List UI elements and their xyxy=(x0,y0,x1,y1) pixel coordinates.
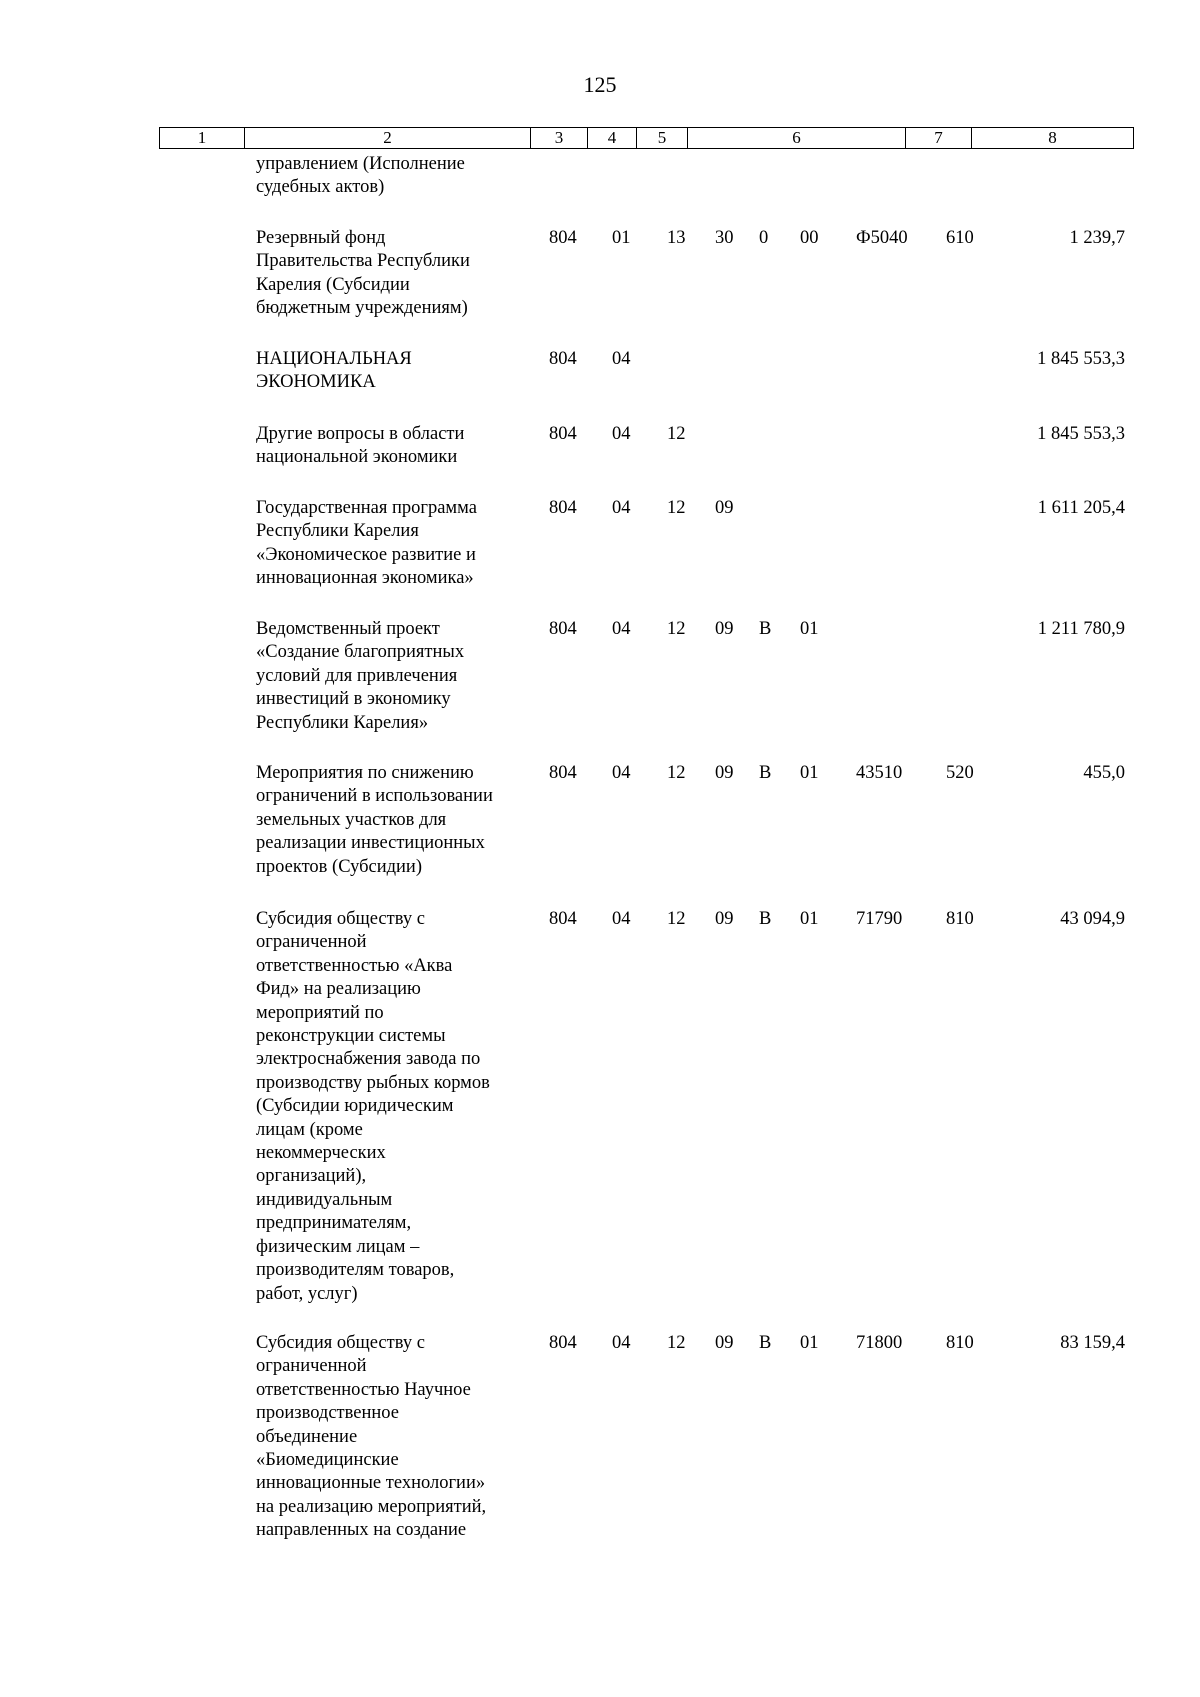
code-section: 04 xyxy=(612,763,631,783)
description-line: национальной экономики xyxy=(256,447,458,468)
description-line: производственное xyxy=(256,1403,399,1424)
code-program: 09 xyxy=(715,498,734,518)
description-line: Резервный фонд xyxy=(256,228,386,248)
amount: 1 239,7 xyxy=(1069,228,1125,248)
code-program-type: В xyxy=(759,763,772,783)
description-line: инвестиций в экономику xyxy=(256,689,451,710)
code-direction: 43510 xyxy=(856,763,903,783)
code-section: 04 xyxy=(612,1333,631,1353)
description-line: индивидуальным xyxy=(256,1189,393,1210)
code-program: 09 xyxy=(715,1333,734,1353)
header-col-6: 6 xyxy=(688,128,906,148)
amount: 455,0 xyxy=(1083,763,1125,783)
header-col-2: 2 xyxy=(245,128,531,148)
code-ministry: 804 xyxy=(549,909,577,929)
amount: 1 845 553,3 xyxy=(1037,424,1125,444)
description-line: ограниченной xyxy=(256,932,367,953)
code-subsection: 12 xyxy=(667,909,686,929)
description-line: направленных на создание xyxy=(256,1520,467,1541)
description-line: земельных участков для xyxy=(256,809,447,830)
description-line: бюджетным учреждениям) xyxy=(256,298,468,319)
code-direction: Ф5040 xyxy=(856,228,908,248)
description-line: лицам (кроме xyxy=(256,1119,363,1140)
amount: 1 211 780,9 xyxy=(1037,619,1125,639)
description-line: проектов (Субсидии) xyxy=(256,856,422,877)
description-line: Правительства Республики xyxy=(256,251,470,272)
code-subsection: 12 xyxy=(667,498,686,518)
description-line: организаций), xyxy=(256,1166,367,1187)
description-line: Мероприятия по снижению xyxy=(256,763,474,783)
description-line: Республики Карелия xyxy=(256,521,419,542)
description-line: Республики Карелия» xyxy=(256,712,429,733)
code-ministry: 804 xyxy=(549,619,577,639)
code-program: 09 xyxy=(715,619,734,639)
description-line: «Создание благоприятных xyxy=(256,642,465,663)
code-program: 09 xyxy=(715,763,734,783)
code-program-element: 01 xyxy=(800,763,819,783)
description-line: ограничений в использовании xyxy=(256,786,493,807)
description-line: управлением (Исполнение xyxy=(256,154,465,174)
code-ministry: 804 xyxy=(549,763,577,783)
code-program-element: 01 xyxy=(800,909,819,929)
description-line: «Биомедицинские xyxy=(256,1450,399,1471)
row-description xyxy=(256,227,526,321)
code-section: 04 xyxy=(612,424,631,444)
description-line: судебных актов) xyxy=(256,177,385,198)
description-line: ограниченной xyxy=(256,1356,367,1377)
header-col-5: 5 xyxy=(637,128,688,148)
description-line: работ, услуг) xyxy=(256,1283,358,1304)
code-program-type: 0 xyxy=(759,228,769,248)
code-ministry: 804 xyxy=(549,349,577,369)
description-line: Другие вопросы в области xyxy=(256,424,465,444)
description-line: предпринимателям, xyxy=(256,1213,412,1234)
description-line: Государственная программа xyxy=(256,498,477,518)
row-description xyxy=(256,497,526,591)
code-expense-type: 610 xyxy=(946,228,974,248)
description-line: реализации инвестиционных xyxy=(256,833,485,854)
description-line: некоммерческих xyxy=(256,1143,386,1164)
code-section: 04 xyxy=(612,498,631,518)
code-ministry: 804 xyxy=(549,1333,577,1353)
description-line: «Экономическое развитие и xyxy=(256,544,476,565)
description-line: инновационная экономика» xyxy=(256,568,474,589)
description-line: ответственностью «Аква xyxy=(256,955,453,976)
description-line: ЭКОНОМИКА xyxy=(256,372,376,393)
description-line: Субсидия обществу с xyxy=(256,1333,425,1353)
row-description xyxy=(256,348,526,395)
description-line: (Субсидии юридическим xyxy=(256,1096,454,1117)
code-direction: 71800 xyxy=(856,1333,903,1353)
description-line: мероприятий по xyxy=(256,1002,384,1023)
amount: 43 094,9 xyxy=(1060,909,1125,929)
code-program-element: 01 xyxy=(800,619,819,639)
code-expense-type: 520 xyxy=(946,763,974,783)
code-section: 04 xyxy=(612,619,631,639)
description-line: производству рыбных кормов xyxy=(256,1072,490,1093)
description-line: ответственностью Научное xyxy=(256,1379,471,1400)
header-col-3: 3 xyxy=(531,128,588,148)
code-section: 04 xyxy=(612,349,631,369)
code-ministry: 804 xyxy=(549,424,577,444)
row-description xyxy=(256,153,526,200)
amount: 83 159,4 xyxy=(1060,1333,1125,1353)
code-program-element: 01 xyxy=(800,1333,819,1353)
amount: 1 845 553,3 xyxy=(1037,349,1125,369)
header-col-8: 8 xyxy=(1048,128,1057,147)
code-direction: 71790 xyxy=(856,909,903,929)
table-header xyxy=(159,127,1134,149)
description-line: условий для привлечения xyxy=(256,665,458,686)
description-line: Ведомственный проект xyxy=(256,619,440,639)
code-subsection: 12 xyxy=(667,763,686,783)
page-number: 125 xyxy=(583,72,617,97)
header-col-1: 1 xyxy=(160,128,245,148)
description-line: на реализацию мероприятий, xyxy=(256,1496,487,1517)
amount: 1 611 205,4 xyxy=(1037,498,1125,518)
code-subsection: 12 xyxy=(667,1333,686,1353)
row-description xyxy=(256,908,526,1306)
description-line: физическим лицам – xyxy=(256,1236,420,1257)
code-program-type: В xyxy=(759,909,772,929)
row-description xyxy=(256,1332,526,1543)
code-subsection: 12 xyxy=(667,424,686,444)
description-line: Фид» на реализацию xyxy=(256,979,421,1000)
code-expense-type: 810 xyxy=(946,909,974,929)
code-section: 04 xyxy=(612,909,631,929)
code-program-element: 00 xyxy=(800,228,819,248)
description-line: инновационные технологии» xyxy=(256,1473,486,1494)
code-program-type: В xyxy=(759,619,772,639)
code-section: 01 xyxy=(612,228,631,248)
row-description xyxy=(256,762,526,879)
code-program-type: В xyxy=(759,1333,772,1353)
code-program: 09 xyxy=(715,909,734,929)
description-line: Субсидия обществу с xyxy=(256,909,425,929)
code-program: 30 xyxy=(715,228,734,248)
header-col-4: 4 xyxy=(588,128,637,148)
description-line: реконструкции системы xyxy=(256,1026,446,1047)
description-line: электроснабжения завода по xyxy=(256,1049,481,1070)
row-description xyxy=(256,423,526,470)
code-subsection: 12 xyxy=(667,619,686,639)
row-description xyxy=(256,618,526,735)
description-line: объединение xyxy=(256,1426,358,1447)
code-subsection: 13 xyxy=(667,228,686,248)
description-line: НАЦИОНАЛЬНАЯ xyxy=(256,349,412,369)
code-expense-type: 810 xyxy=(946,1333,974,1353)
code-ministry: 804 xyxy=(549,228,577,248)
description-line: Карелия (Субсидии xyxy=(256,274,410,295)
description-line: производителям товаров, xyxy=(256,1260,455,1281)
code-ministry: 804 xyxy=(549,498,577,518)
header-col-7: 7 xyxy=(906,128,972,148)
